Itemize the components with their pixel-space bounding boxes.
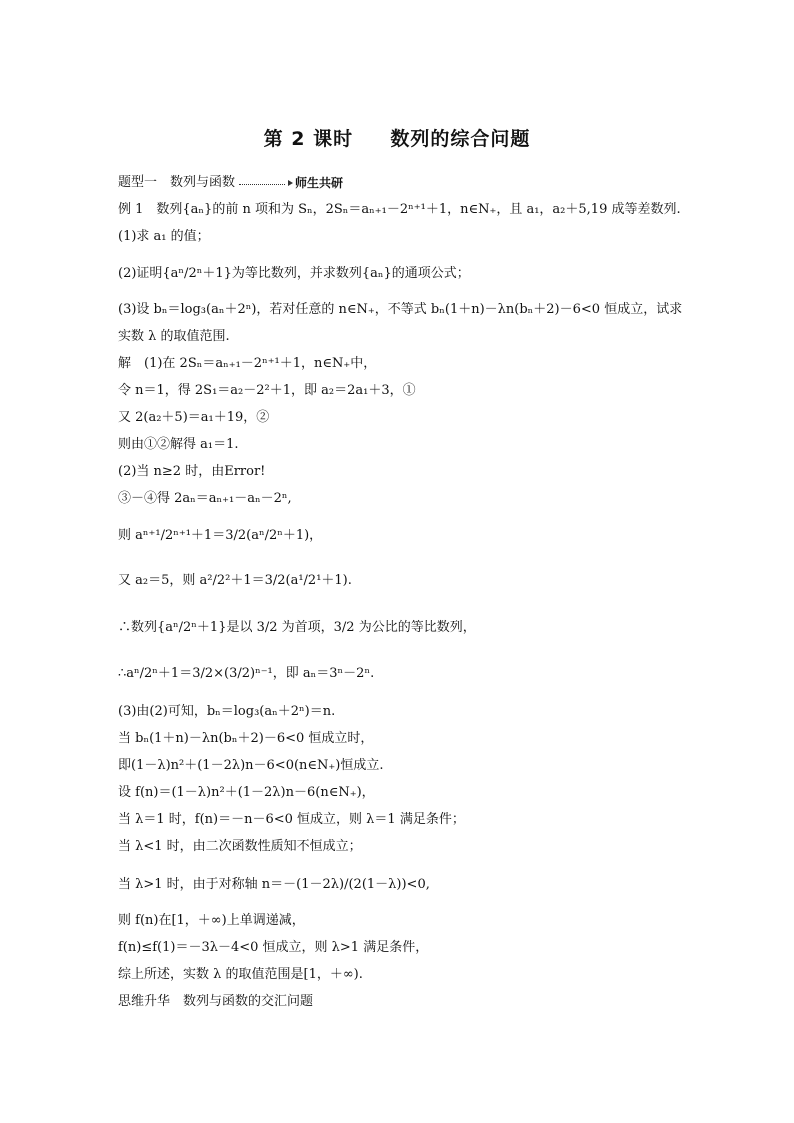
solution-line: 则 aⁿ⁺¹/2ⁿ⁺¹＋1＝3/2(aⁿ/2ⁿ＋1)， — [118, 528, 323, 543]
solution-line: 令 n＝1，得 2S₁＝a₂－2²＋1，即 a₂＝2a₁＋3，① — [118, 383, 416, 398]
question-part-1: (1)求 a₁ 的值； — [118, 229, 210, 244]
section-label: 题型一 数列与函数 — [118, 175, 236, 190]
solution-line: 则 f(n)在[1，＋∞)上单调递减， — [118, 913, 305, 928]
question-part-3: (3)设 bₙ＝log₃(aₙ＋2ⁿ)，若对任意的 n∈N₊，不等式 bₙ(1＋n)－λn(bₙ＋2)－6<0 恒成立，试求 — [118, 302, 683, 317]
section-heading — [118, 174, 343, 192]
solution-line: ∴aⁿ/2ⁿ＋1＝3/2×(3/2)ⁿ⁻¹，即 aₙ＝3ⁿ－2ⁿ. — [118, 666, 375, 681]
solution-line: 当 λ<1 时，由二次函数性质知不恒成立； — [118, 839, 362, 854]
solution-line: 又 a₂＝5，则 a²/2²＋1＝3/2(a¹/2¹＋1). — [118, 573, 352, 588]
solution-line: ∴数列{aⁿ/2ⁿ＋1}是以 3/2 为首项，3/2 为公比的等比数列， — [118, 620, 476, 635]
solution-line: 当 bₙ(1＋n)－λn(bₙ＋2)－6<0 恒成立时， — [118, 731, 374, 746]
solution-line: 设 f(n)＝(1－λ)n²＋(1－2λ)n－6(n∈N₊)， — [118, 785, 375, 800]
title-lesson: 第 2 课时 — [263, 128, 354, 150]
solution-line: 即(1－λ)n²＋(1－2λ)n－6<0(n∈N₊)恒成立. — [118, 758, 384, 773]
solution-line: 当 λ>1 时，由于对称轴 n＝－(1－2λ)/(2(1－λ))<0, — [118, 877, 430, 892]
solution-line: (3)由(2)可知，bₙ＝log₃(aₙ＋2ⁿ)＝n. — [118, 704, 336, 719]
solution-line: (2)当 n≥2 时，由Error! — [118, 464, 266, 479]
arrow-icon — [288, 180, 293, 186]
section-tag: 师生共研 — [295, 176, 344, 190]
dotted-arrow-line — [239, 184, 285, 185]
solution-line: 则由①②解得 a₁＝1. — [118, 437, 239, 452]
page-title — [0, 124, 794, 151]
solution-line: f(n)≤f(1)＝－3λ－4<0 恒成立，则 λ>1 满足条件， — [118, 940, 429, 955]
solution-line: 解 (1)在 2Sₙ＝aₙ₊₁－2ⁿ⁺¹＋1，n∈N₊中， — [118, 356, 377, 371]
title-topic: 数列的综合问题 — [390, 128, 531, 150]
question-part-3-cont: 实数 λ 的取值范围. — [118, 329, 230, 344]
solution-line: 当 λ＝1 时，f(n)＝－n－6<0 恒成立，则 λ＝1 满足条件； — [118, 812, 465, 827]
solution-line: 又 2(a₂＋5)＝a₁＋19，② — [118, 410, 270, 425]
example-statement: 例 1 数列{aₙ}的前 n 项和为 Sₙ，2Sₙ＝aₙ₊₁－2ⁿ⁺¹＋1，n∈N₊，且 a₁，a₂＋5,19 成等差数列. — [118, 202, 681, 217]
solution-line: 综上所述，实数 λ 的取值范围是[1，＋∞). — [118, 967, 363, 982]
solution-line: ③－④得 2aₙ＝aₙ₊₁－aₙ－2ⁿ, — [118, 491, 292, 506]
question-part-2: (2)证明{aⁿ/2ⁿ＋1}为等比数列，并求数列{aₙ}的通项公式； — [118, 266, 470, 281]
summary-heading: 思维升华 数列与函数的交汇问题 — [118, 994, 314, 1009]
